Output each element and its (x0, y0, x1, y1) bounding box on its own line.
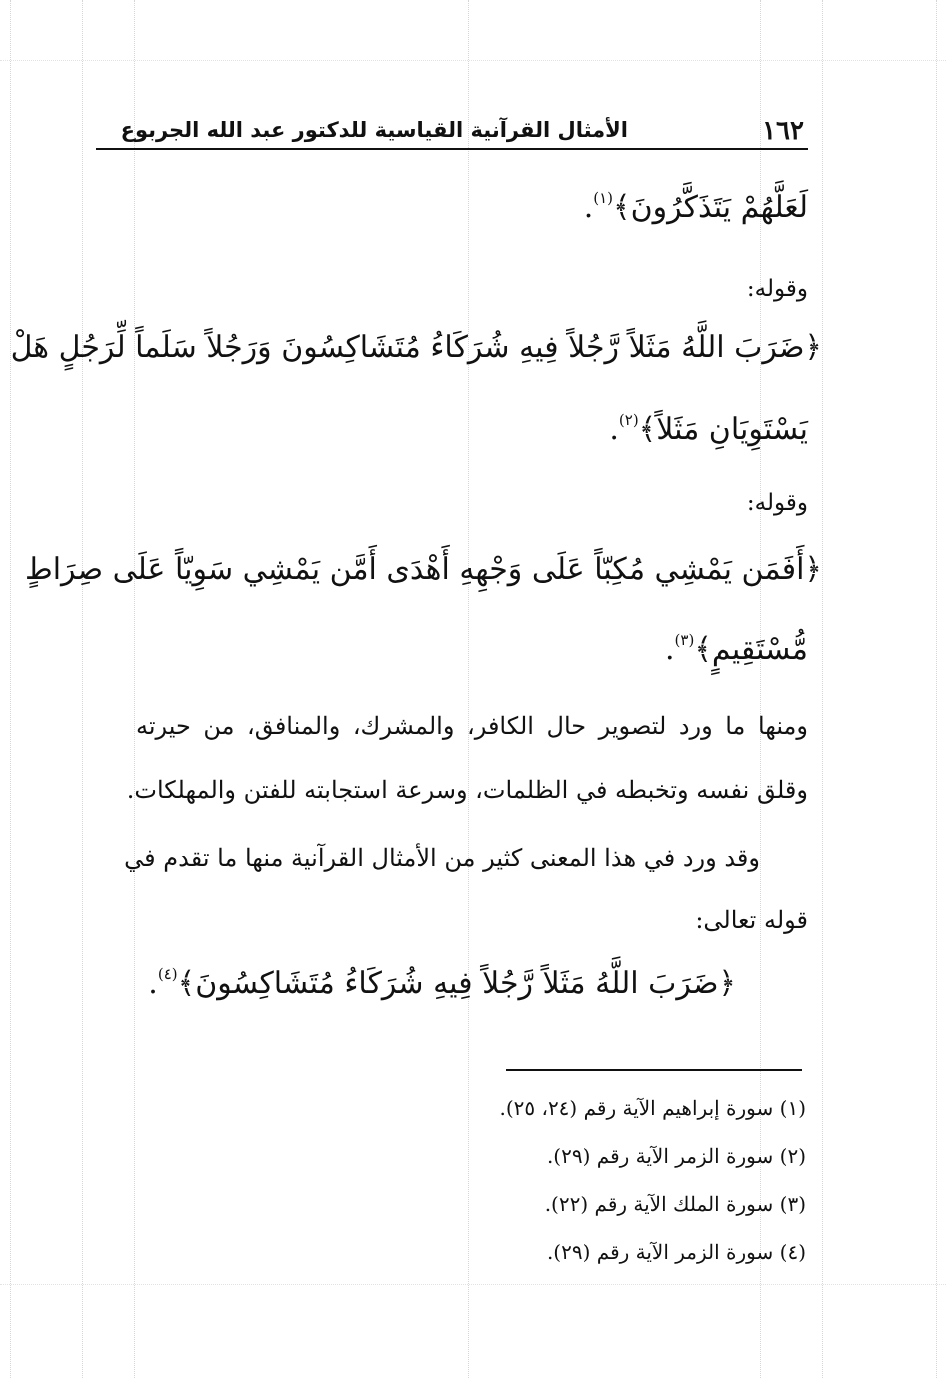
running-title: الأمثال القرآنية القياسية للدكتور عبد الله الجربوع (120, 118, 628, 142)
verse-text: يَسْتَوِيَانِ مَثَلاً﴾ (638, 412, 808, 447)
verse-text: ﴿ضَرَبَ اللَّهُ مَثَلاً رَّجُلاً فِيهِ شُرَكَاءُ مُتَشَاكِسُونَ﴾ (177, 966, 736, 1001)
verse-4: ﴿ضَرَبَ اللَّهُ مَثَلاً رَّجُلاً فِيهِ شُرَكَاءُ مُتَشَاكِسُونَ﴾$^{(٤)}$. (148, 965, 736, 1001)
label-waqawluhu-1: وقوله: (746, 276, 808, 302)
verse-text: مُّسْتَقِيمٍ﴾ (694, 632, 808, 667)
footnote-ref: (٢) (618, 411, 639, 429)
verse-1-ending: لَعَلَّهُمْ يَتَذَكَّرُونَ﴾$^{(١)}$. (583, 189, 808, 225)
footnote-ref: (٤) (157, 965, 178, 983)
verse-2-line-2: يَسْتَوِيَانِ مَثَلاً﴾$^{(٢)}$. (609, 411, 808, 447)
paragraph-2-line-1: وقد ورد في هذا المعنى كثير من الأمثال القرآنية منها ما تقدم في (124, 844, 760, 872)
footnote-4: (٤) سورة الزمر الآية رقم (٢٩). (546, 1240, 806, 1264)
paragraph-1-line-2: وقلق نفسه وتخبطه في الظلمات، وسرعة استجابته للفتن والمهلكات. (126, 776, 808, 804)
page-header (96, 112, 808, 150)
footnote-ref: (١) (593, 189, 614, 207)
paragraph-2-line-2: قوله تعالى: (695, 906, 808, 934)
page-number: ١٦٢ (762, 116, 804, 146)
footnote-ref: (٣) (674, 631, 695, 649)
paragraph-1-line-1: ومنها ما ورد لتصوير حال الكافر، والمشرك، والمنافق، من حيرته (136, 712, 808, 740)
verse-3-line-2: مُّسْتَقِيمٍ﴾$^{(٣)}$. (665, 631, 808, 667)
footnote-2: (٢) سورة الزمر الآية رقم (٢٩). (546, 1144, 806, 1168)
label-waqawluhu-2: وقوله: (746, 490, 808, 516)
verse-3-line-1: ﴿أَفَمَن يَمْشِي مُكِبّاً عَلَى وَجْهِهِ أَهْدَى أَمَّن يَمْشِي سَوِيّاً عَلَى صِرَاطٍ (24, 552, 822, 587)
footnote-1: (١) سورة إبراهيم الآية رقم (٢٤، ٢٥). (499, 1096, 806, 1120)
footnote-3: (٣) سورة الملك الآية رقم (٢٢). (544, 1192, 806, 1216)
verse-2-line-1: ﴿ضَرَبَ اللَّهُ مَثَلاً رَّجُلاً فِيهِ شُرَكَاءُ مُتَشَاكِسُونَ وَرَجُلاً سَلَماً لِّرَجُلٍ هَلْ (10, 330, 822, 365)
footnote-separator (506, 1069, 802, 1071)
verse-text: لَعَلَّهُمْ يَتَذَكَّرُونَ﴾ (613, 190, 808, 225)
